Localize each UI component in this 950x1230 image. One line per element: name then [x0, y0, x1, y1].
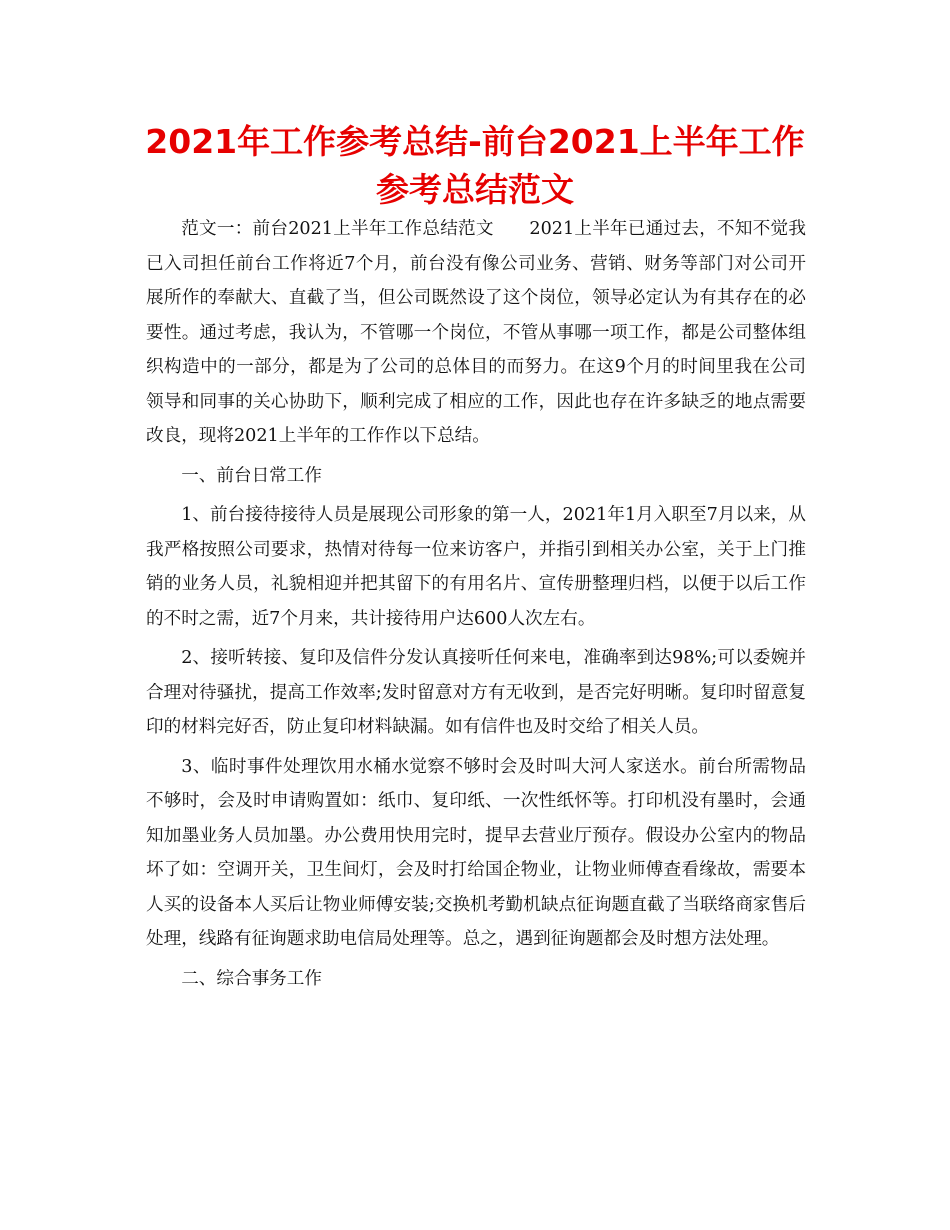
- section-heading-general-affairs: 二、综合事务工作: [181, 968, 322, 989]
- paragraph-intro: 范文一：前台2021上半年工作总结范文 2021上半年已通过去，不知不觉我已入司担任前台工作将近7个月，前台没有像公司业务、营销、财务等部门对公司开展所作的奉献大、直截了当，但公司既然设了这个岗位，领导必定认为有其存在的必要性。通过考虑，我认为，不管哪一个岗位，不管从事哪一项工作，都是公司整体组织构造中的一部分，都是为了公司的总体目的而努力。在这9个月的时间里我在公司领导和同事的关心协助下，顺利完成了相应的工作，因此也存在许多缺乏的地点需要改良，现将2021上半年的工作作以下总结。: [146, 219, 806, 446]
- paragraph-phone-copy-mail: 2、接听转接、复印及信件分发认真接听任何来电，准确率到达98%;可以委婉并合理对待骚扰，提高工作效率;发时留意对方有无收到，是否完好明晰。复印时留意复印的材料完好否，防止复印材料缺漏。如有信件也及时交给了相关人员。: [146, 648, 806, 737]
- paragraph-temporary-events: 3、临时事件处理饮用水桶水觉察不够时会及时叫大河人家送水。前台所需物品不够时，会及时申请购置如：纸巾、复印纸、一次性纸怀等。打印机没有墨时，会通知加墨业务人员加墨。办公费用快用完时，提早去营业厅预存。假设办公室内的物品坏了如：空调开关，卫生间灯，会及时打给国企物业，让物业师傅查看缘故，需要本人买的设备本人买后让物业师傅安装;交换机考勤机缺点征询题直截了当联络商家售后处理，线路有征询题求助电信局处理等。总之，遇到征询题都会及时想方法处理。: [146, 756, 806, 949]
- document-body: [146, 212, 806, 996]
- paragraph-reception: 1、前台接待接待人员是展现公司形象的第一人，2021年1月入职至7月以来，从我严格按照公司要求，热情对待每一位来访客户，并指引到相关办公室，关于上门推销的业务人员，礼貌相迎并把其留下的有用名片、宣传册整理归档，以便于以后工作的不时之需，近7个月来，共计接待用户达600人次左右。: [146, 505, 806, 629]
- section-heading-daily-work: 一、前台日常工作: [181, 465, 322, 486]
- document-title: 2021年工作参考总结-前台2021上半年工作参考总结范文: [145, 122, 805, 209]
